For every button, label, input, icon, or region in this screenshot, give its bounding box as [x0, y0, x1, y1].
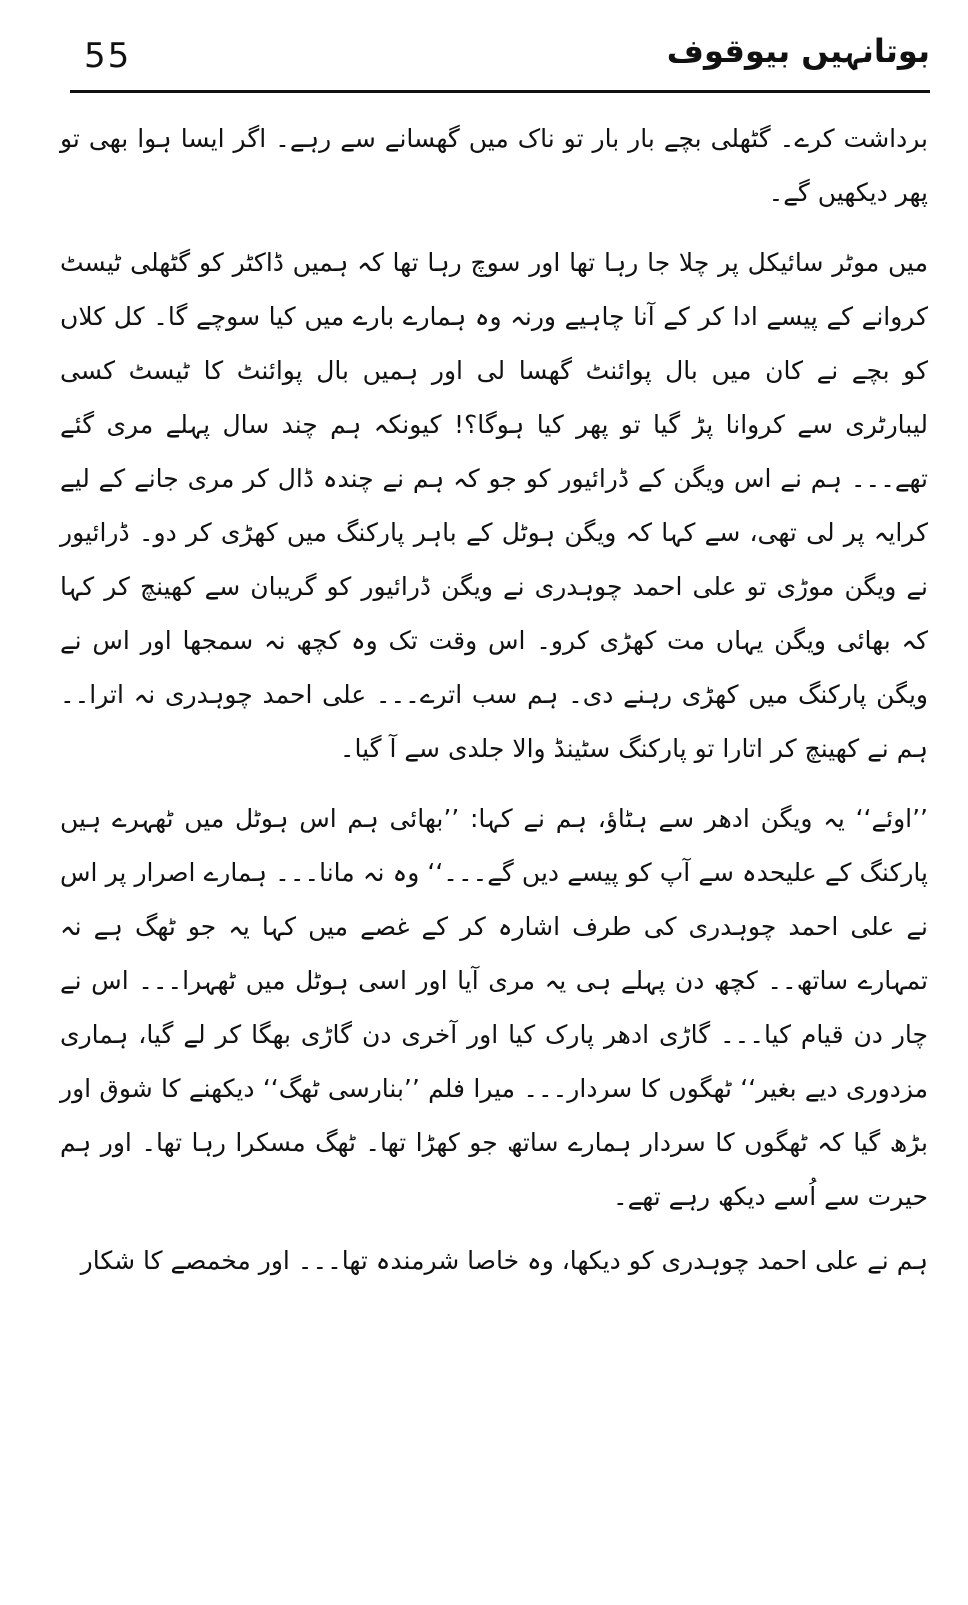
paragraph-4: ہم نے علی احمد چوہدری کو دیکھا، وہ خاصا شرمندہ تھا۔۔۔ اور مخمصے کا شکار: [80, 1246, 928, 1275]
page-number: 55: [84, 36, 132, 76]
paragraph-1: برداشت کرے۔ گٹھلی بچے بار بار تو ناک میں گھسانے سے رہے۔ اگر ایسا ہوا بھی تو پھر دیکھیں گے۔: [60, 124, 928, 207]
body-text: [60, 112, 928, 1288]
header-divider: [70, 90, 930, 93]
page-header: [70, 28, 930, 88]
running-title: بوتانہیں بیوقوف: [666, 32, 930, 70]
paragraph-3: ’’اوئے‘‘ یہ ویگن ادھر سے ہٹاؤ، ہم نے کہا: ’’بھائی ہم اس ہوٹل میں ٹھہرے ہیں پارکنگ کے علیحدہ سے آپ کو پیسے دیں گے۔۔۔‘‘ وہ نہ مانا۔۔۔ ہمارے اصرار پر اس نے علی احمد چوہدری کی طرف اشارہ کر کے غصے میں کہا یہ جو ٹھگ ہے نہ تمہارے ساتھ۔۔ کچھ دن پہلے ہی یہ مری آیا اور اسی ہوٹل میں ٹھہرا۔۔۔ اس نے چار دن قیام کیا۔۔۔ گاڑی ادھر پارک کیا اور آخری دن گاڑی بھگا کر لے گیا، ہماری مزدوری دیے بغیر‘‘ ٹھگوں کا سردار۔۔۔ میرا فلم ’’بنارسی ٹھگ‘‘ دیکھنے کا شوق اور بڑھ گیا کہ ٹھگوں کا سردار ہمارے ساتھ جو کھڑا تھا۔ ٹھگ مسکرا رہا تھا۔ اور ہم حیرت سے اُسے دیکھ رہے تھے۔: [60, 804, 928, 1211]
paragraph-2: میں موٹر سائیکل پر چلا جا رہا تھا اور سوچ رہا تھا کہ ہمیں ڈاکٹر کو گٹھلی ٹیسٹ کروانے کے پیسے ادا کر کے آنا چاہیے ورنہ وہ ہمارے بارے میں کیا سوچے گا۔ کل کلاں کو بچے نے کان میں بال پوائنٹ گھسا لی اور ہمیں بال پوائنٹ کا ٹیسٹ کسی لیبارٹری سے کروانا پڑ گیا تو پھر کیا ہوگا؟! کیونکہ ہم چند سال پہلے مری گئے تھے۔۔۔ ہم نے اس ویگن کے ڈرائیور کو جو کہ ہم نے چندہ ڈال کر مری جانے کے لیے کرایہ پر لی تھی، سے کہا کہ ویگن ہوٹل کے باہر پارکنگ میں کھڑی کر دو۔ ڈرائیور نے ویگن موڑی تو علی احمد چوہدری نے ویگن ڈرائیور کو گریبان سے کھینچ کر کہا کہ بھائی ویگن یہاں مت کھڑی کرو۔ اس وقت تک وہ کچھ نہ سمجھا اور اس نے ویگن پارکنگ میں کھڑی رہنے دی۔ ہم سب اترے۔۔۔ علی احمد چوہدری نہ اترا۔۔ ہم نے کھینچ کر اتارا تو پارکنگ سٹینڈ والا جلدی سے آ گیا۔: [60, 248, 928, 763]
